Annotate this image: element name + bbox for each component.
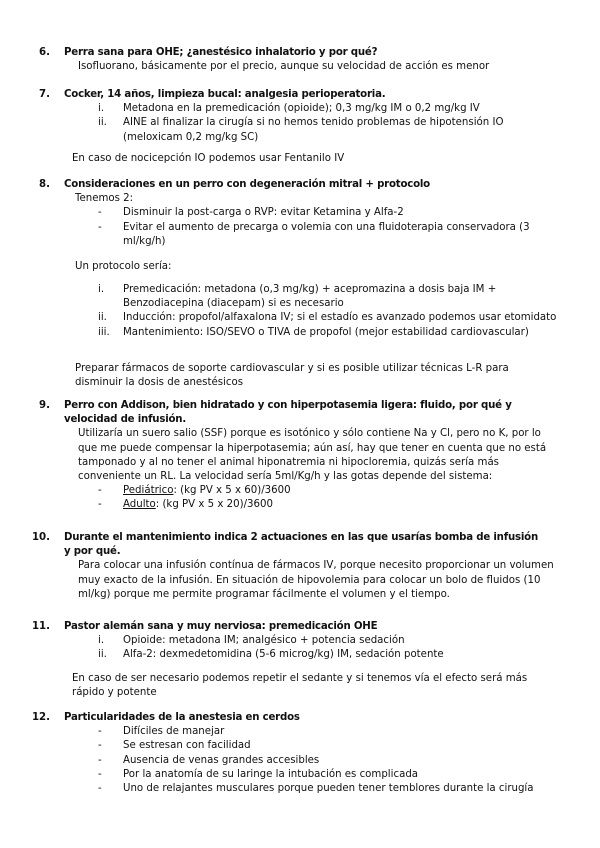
- list-item: - Difíciles de manejar: [98, 726, 225, 738]
- list-item: ii. Alfa-2: dexmedetomidina (5-6 microg/kg) IM, sedación potente: [98, 649, 444, 661]
- list-item: i. Opioide: metadona IM; analgésico + potencia sedación: [98, 635, 405, 647]
- protocol-list: [0, 283, 600, 340]
- question-title: Cocker, 14 años, limpieza bucal: analgesia perioperatoria.: [64, 89, 386, 100]
- question-number: 6.: [39, 47, 50, 58]
- note: En caso de ser necesario podemos repetir el sedante y si tenemos vía el efecto será más rápido y potente: [72, 673, 528, 699]
- question-9: [0, 399, 600, 513]
- protocol-intro: Un protocolo sería:: [75, 261, 172, 272]
- question-title: Durante el mantenimiento indica 2 actuaciones en las que usarías bomba de infusión y por qué.: [64, 532, 539, 558]
- question-number: 7.: [39, 89, 50, 100]
- list-item: - Uno de relajantes musculares porque pueden tener temblores durante la cirugía: [98, 783, 534, 795]
- list-item: - Ausencia de venas grandes accesibles: [98, 754, 320, 766]
- question-title: Particularidades de la anestesia en cerdos: [64, 712, 300, 723]
- list-item: i. Premedicación: metadona (o,3 mg/kg) + acepromazina a dosis baja IM + Benzodiacepina (diacepam) si es necesario: [98, 284, 497, 310]
- list-item: i. Metadona en la premedicación (opioide); 0,3 mg/kg IM o 0,2 mg/kg IV: [98, 103, 480, 115]
- roman-list: [98, 102, 558, 145]
- question-number: 12.: [31, 712, 50, 723]
- dash-list: [98, 484, 558, 512]
- answer-text: Utilizaría un suero salio (SSF) porque es isotónico y sólo contiene Na y Cl, pero no K, por lo que me puede compensar la hiperpotasemia; aún así, hay que tener en cuenta que no está tamponado y al no tener el animal hiponatremia ni hipocloremia, quizás sería más conveniente un RL. La velocidad sería 5ml/Kg/h y las gotas depende del sistema:: [78, 428, 547, 483]
- question-title: Pastor alemán sana y muy nerviosa: premedicación OHE: [64, 621, 378, 632]
- list-item: - Disminuir la post-carga o RVP: evitar Ketamina y Alfa-2: [98, 207, 404, 219]
- question-10: [0, 531, 600, 602]
- list-item: - Se estresan con facilidad: [98, 740, 251, 752]
- answer-text: Isofluorano, básicamente por el precio, aunque su velocidad de acción es menor: [78, 61, 490, 73]
- question-7: [0, 88, 600, 145]
- list-item: ii. AINE al finalizar la cirugía si no hemos tenido problemas de hipotensión IO (meloxicam 0,2 mg/kg SC): [98, 117, 504, 143]
- note: Preparar fármacos de soporte cardiovascular y si es posible utilizar técnicas L-R para disminuir la dosis de anestésicos: [75, 363, 509, 389]
- question-title: Perra sana para OHE; ¿anestésico inhalatorio y por qué?: [64, 47, 378, 58]
- list-item: - Adulto: (kg PV x 5 x 20)/3600: [98, 499, 273, 511]
- dash-list: [98, 725, 558, 796]
- question-12: [0, 711, 600, 796]
- list-item: ii. Inducción: propofol/alfaxalona IV; si el estadío es avanzado podemos usar etomidato: [98, 312, 557, 324]
- dash-list: [98, 206, 558, 249]
- list-item: - Por la anatomía de su laringe la intubación es complicada: [98, 768, 419, 780]
- question-6: [0, 46, 600, 74]
- question-11: [0, 620, 600, 663]
- question-number: 8.: [39, 179, 50, 190]
- note: En caso de nocicepción IO podemos usar Fentanilo IV: [72, 153, 345, 164]
- question-title: Consideraciones en un perro con degeneración mitral + protocolo: [64, 179, 430, 190]
- question-number: 10.: [31, 532, 50, 543]
- list-item: - Pediátrico: (kg PV x 5 x 60)/3600: [98, 485, 291, 497]
- answer-text: Para colocar una infusión contínua de fármacos IV, porque necesito proporcionar un volumen muy exacto de la infusión. En situación de hipovolemia para colocar un bolo de fluidos (10 ml/kg) porque me permite programar fácilmente el volumen y el tiempo.: [78, 560, 554, 600]
- list-item: iii. Mantenimiento: ISO/SEVO o TIVA de propofol (mejor estabilidad cardiovascular): [98, 326, 529, 338]
- roman-list: [98, 634, 558, 662]
- question-title: Perro con Addison, bien hidratado y con hiperpotasemia ligera: fluido, por qué y velocidad de infusión.: [64, 400, 512, 426]
- question-number: 9.: [39, 400, 50, 411]
- question-8: 8. Consideraciones en un perro con degeneración mitral + protocolo Tenemos 2: - Disminuir la post-carga o RVP: evitar Ketamina y Alfa-2 - Evitar el aumento de precarga o volemia con una fluidoterapia conservadora (3 ml/kg/h): [0, 178, 600, 249]
- question-number: 11.: [31, 621, 50, 632]
- list-item: - Evitar el aumento de precarga o volemia con una fluidoterapia conservadora (3 ml/kg/h): [98, 221, 530, 247]
